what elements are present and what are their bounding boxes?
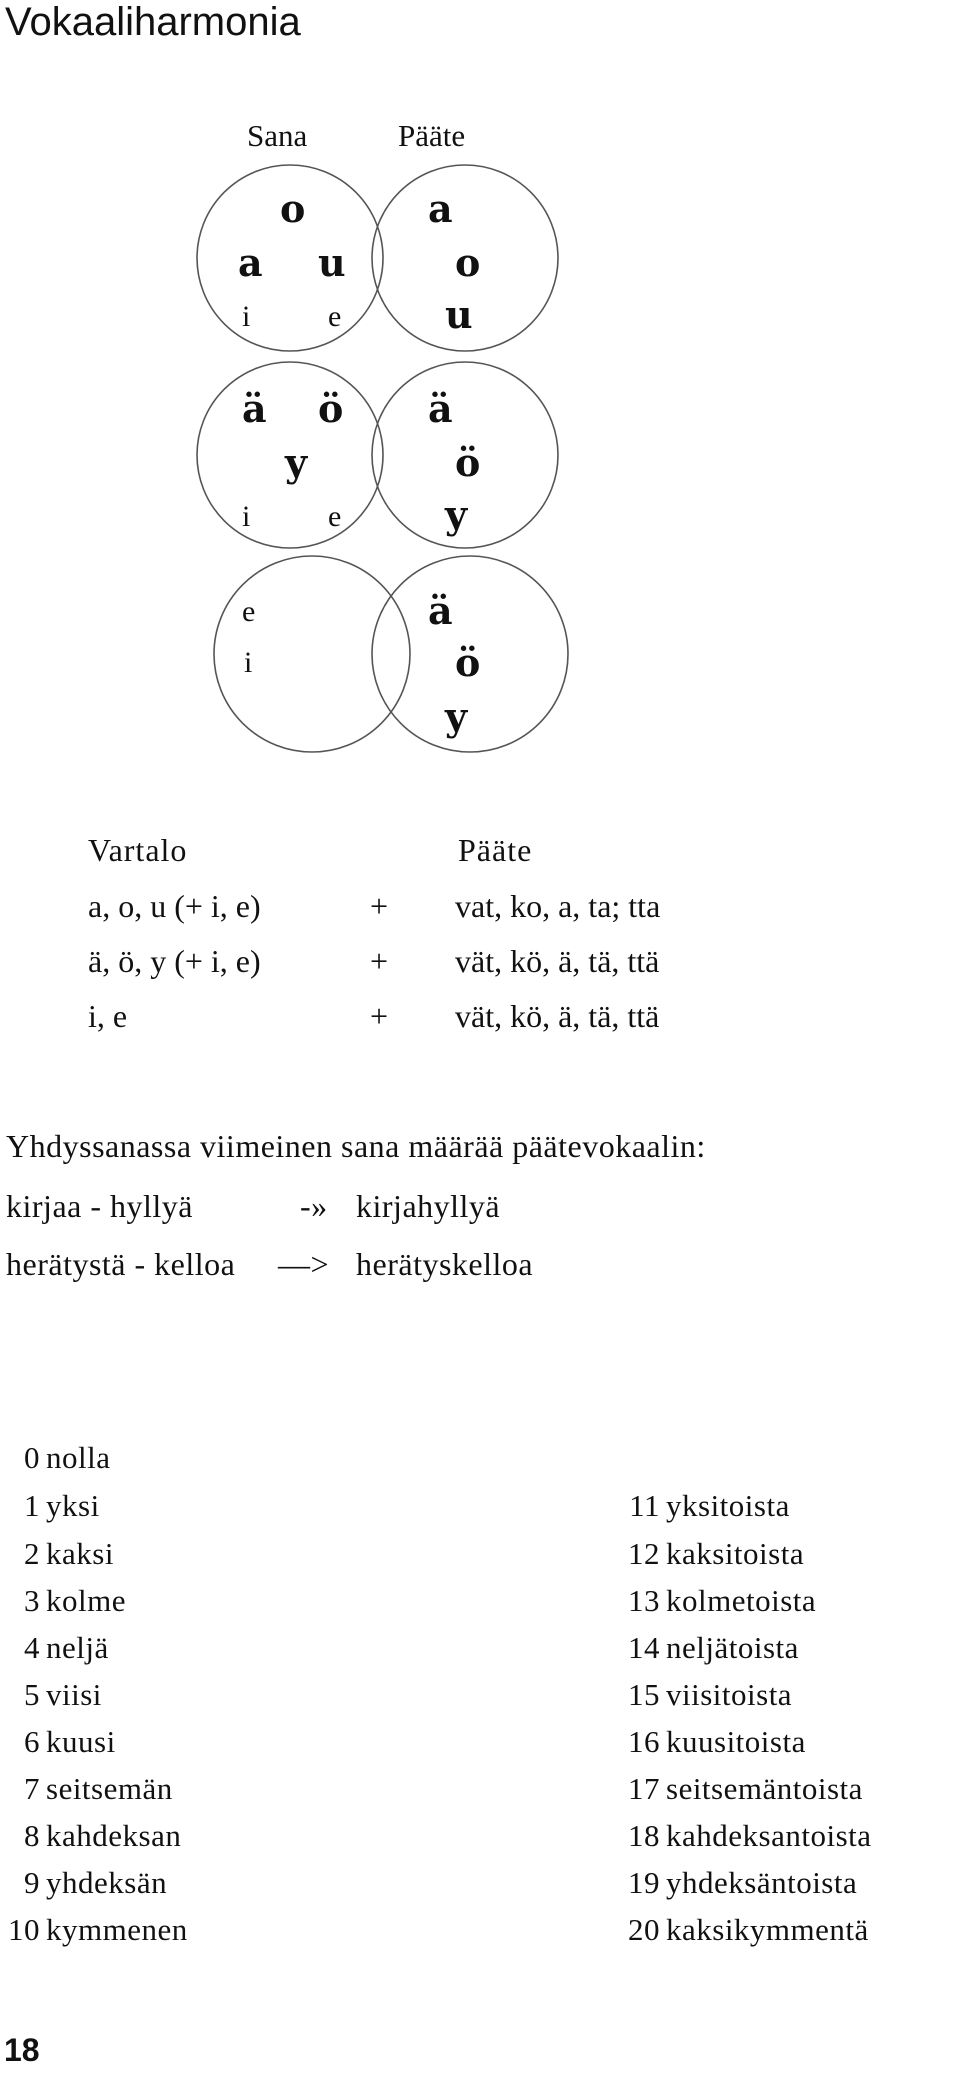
number-word: kahdeksan [46, 1818, 182, 1853]
number-digit: 13 [628, 1583, 660, 1618]
number-item [0, 1630, 109, 1666]
number-digit: 20 [628, 1912, 660, 1947]
number-item [0, 1771, 173, 1807]
number-word: kuusi [46, 1724, 116, 1759]
table-row-plus: + [370, 888, 389, 924]
vowel-ending-u: u [445, 292, 473, 337]
vowel-neutral-i: i [242, 300, 251, 333]
vowel-ending-y: y [445, 492, 468, 537]
number-item [616, 1630, 799, 1666]
table-row-stem: i, e [88, 998, 128, 1034]
number-digit: 15 [628, 1677, 660, 1712]
number-digit: 6 [24, 1724, 40, 1759]
compound-rule-text: Yhdyssanassa viimeinen sana määrää päätevokaalin: [6, 1128, 706, 1164]
number-item [616, 1536, 804, 1572]
table-row-plus: + [370, 943, 389, 979]
number-digit: 17 [628, 1771, 660, 1806]
number-digit: 5 [24, 1677, 40, 1712]
vowel-word-o-umlaut: ö [318, 386, 344, 431]
number-word: seitsemäntoista [666, 1771, 863, 1806]
number-item [616, 1771, 863, 1807]
compound-example-to: herätyskelloa [356, 1246, 534, 1282]
vowel-ending-o-umlaut: ö [455, 640, 481, 685]
table-header-stem: Vartalo [88, 832, 188, 868]
number-word: yhdeksän [46, 1865, 168, 1900]
number-item [0, 1488, 100, 1524]
table-row-stem: ä, ö, y (+ i, e) [88, 943, 261, 979]
number-digit: 11 [629, 1488, 660, 1523]
number-digit: 9 [24, 1865, 40, 1900]
table-row-stem: a, o, u (+ i, e) [88, 888, 261, 924]
number-item [616, 1724, 806, 1760]
number-digit: 14 [628, 1630, 660, 1665]
number-word: neljä [46, 1630, 109, 1665]
number-digit: 7 [24, 1771, 40, 1806]
vowel-ending-a-umlaut: ä [428, 588, 453, 633]
number-item [0, 1536, 114, 1572]
compound-example-arrow: —> [278, 1246, 330, 1282]
vowel-ending-a-umlaut: ä [428, 386, 453, 431]
vowel-neutral-e: e [242, 595, 256, 628]
number-word: kahdeksantoista [666, 1818, 872, 1853]
diagram-header-word: Sana [247, 118, 308, 153]
compound-example-to: kirjahyllyä [356, 1188, 501, 1224]
vowel-word-u: u [318, 240, 346, 285]
vowel-word-y: y [285, 440, 308, 485]
number-item [0, 1724, 116, 1760]
number-word: kaksikymmentä [666, 1912, 869, 1947]
number-digit: 0 [24, 1440, 40, 1475]
vowel-neutral-i: i [244, 646, 253, 679]
vowel-neutral-e: e [328, 500, 342, 533]
number-digit: 3 [24, 1583, 40, 1618]
number-digit: 10 [8, 1912, 40, 1947]
page-number: 18 [4, 2032, 40, 2068]
compound-example-from: herätystä - kelloa [6, 1246, 236, 1282]
number-item [0, 1583, 126, 1619]
table-header-ending: Pääte [458, 832, 533, 868]
number-word: seitsemän [46, 1771, 173, 1806]
number-item [616, 1818, 872, 1854]
vowel-neutral-i: i [242, 500, 251, 533]
number-word: viisi [46, 1677, 102, 1712]
vowel-ending-a: a [428, 186, 453, 231]
table-row-plus: + [370, 998, 389, 1034]
number-item [0, 1912, 188, 1948]
number-word: yksi [46, 1488, 100, 1523]
number-word: yksitoista [666, 1488, 790, 1523]
table-row-ending: vat, ko, a, ta; tta [455, 888, 661, 924]
number-item [0, 1677, 102, 1713]
compound-example-arrow: -» [300, 1188, 328, 1224]
table-row-ending: vät, kö, ä, tä, ttä [455, 998, 660, 1034]
page-title: Vokaaliharmonia [5, 0, 301, 44]
number-word: yhdeksäntoista [666, 1865, 858, 1900]
vowel-word-a-umlaut: ä [242, 386, 267, 431]
number-digit: 1 [24, 1488, 40, 1523]
vowel-word-a: a [238, 240, 263, 285]
vowel-word-o: o [280, 186, 306, 231]
table-row-ending: vät, kö, ä, tä, ttä [455, 943, 660, 979]
number-item [616, 1865, 857, 1901]
vowel-ending-o: o [455, 240, 481, 285]
number-word: kymmenen [46, 1912, 188, 1947]
number-digit: 18 [628, 1818, 660, 1853]
number-word: nolla [46, 1440, 111, 1475]
number-item [0, 1440, 111, 1476]
number-item [616, 1677, 792, 1713]
number-digit: 2 [24, 1536, 40, 1571]
number-item [616, 1912, 869, 1948]
number-word: neljätoista [666, 1630, 799, 1665]
number-word: kolmetoista [666, 1583, 817, 1618]
vowel-ending-o-umlaut: ö [455, 440, 481, 485]
number-item [616, 1488, 790, 1524]
number-item [616, 1583, 816, 1619]
number-digit: 12 [628, 1536, 660, 1571]
number-word: kolme [46, 1583, 126, 1618]
vowel-neutral-e: e [328, 300, 342, 333]
number-digit: 8 [24, 1818, 40, 1853]
number-word: kaksi [46, 1536, 114, 1571]
diagram-header-ending: Pääte [398, 118, 466, 153]
number-item [0, 1865, 167, 1901]
number-word: kuusitoista [666, 1724, 806, 1759]
number-word: kaksitoista [666, 1536, 805, 1571]
number-word: viisitoista [666, 1677, 793, 1712]
number-digit: 16 [628, 1724, 660, 1759]
compound-example-from: kirjaa - hyllyä [6, 1188, 193, 1224]
number-digit: 19 [628, 1865, 660, 1900]
number-item [0, 1818, 181, 1854]
number-digit: 4 [24, 1630, 40, 1665]
vowel-ending-y: y [445, 694, 468, 739]
